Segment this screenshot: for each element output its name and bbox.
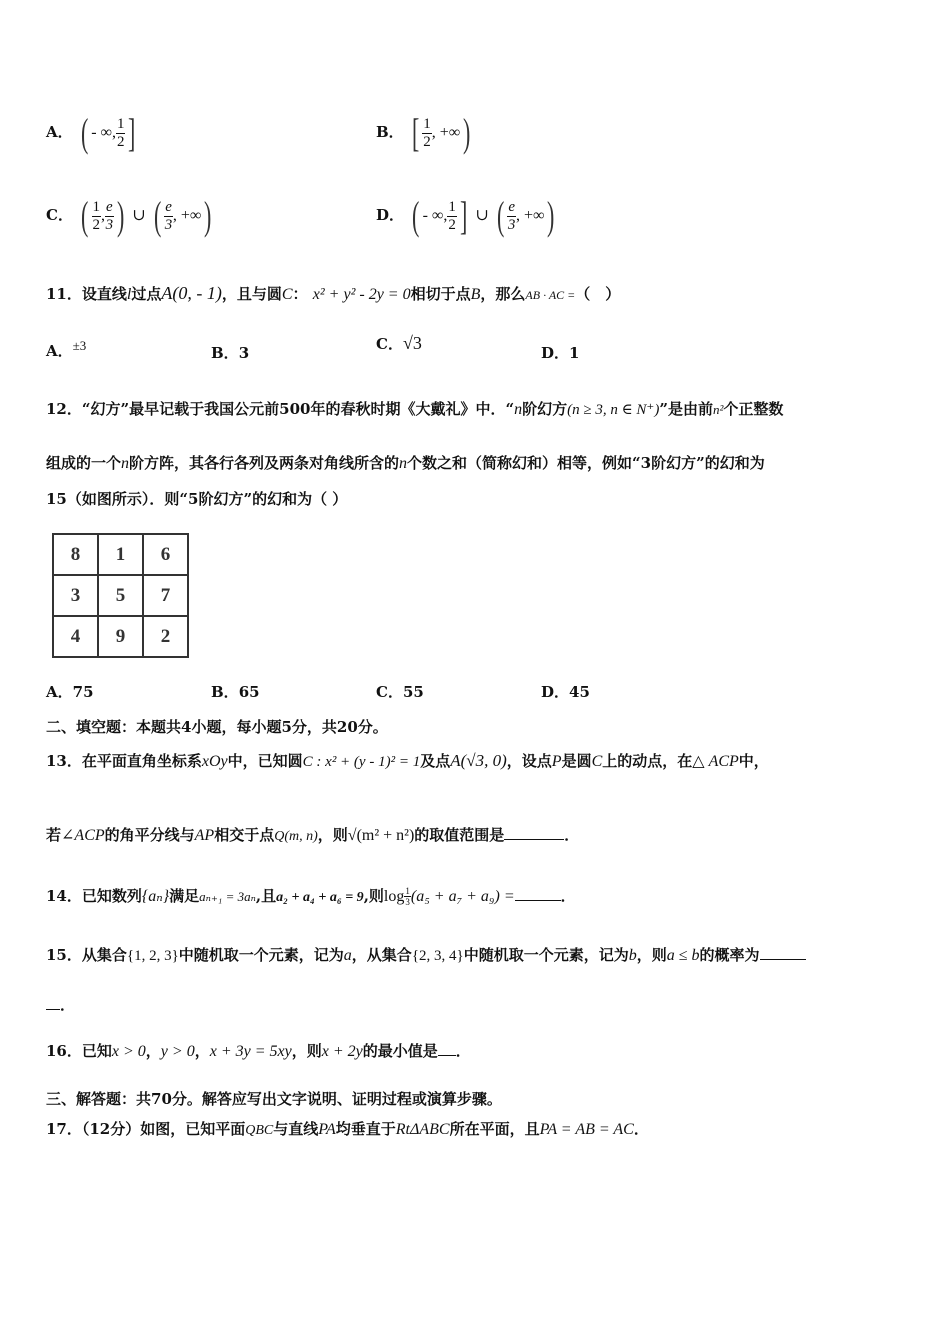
math: (n ≥ 3, n ∈ N⁺) — [567, 402, 660, 418]
option-c: C．√3 — [376, 333, 422, 353]
question-14: 14．已知数列{aₙ}满足aₙ₊₁ = 3aₙ,且a₂ + a₄ + a₆ = 9,则log $\frac{1}{3}$ (a₅ + a₇ + a₉) = ． — [46, 886, 576, 907]
question-11: 11．设直线l过点A(0, - 1)，且与圆C： x² + y² - 2y = 0相切于点B，那么AB · AC =（ ） — [46, 283, 621, 303]
question-15-cont: ． — [46, 994, 75, 1015]
question-12-line-2: 组成的一个n阶方阵，其各行各列及两条对角线所含的n个数之和（简称幻和）相等，例如“3阶幻方”的幻和为 — [46, 454, 765, 472]
option-d: D． ( - ∞, $\frac{1}{2}$ ] ∪ ( $\frac{e}{3}$ , +∞) — [376, 193, 555, 238]
math: , +∞ — [431, 124, 461, 141]
union: ∪ — [132, 207, 146, 224]
bracket: ] — [128, 110, 136, 155]
option-label: A． — [46, 123, 73, 141]
math: , +∞ — [516, 207, 545, 224]
square-cell: 6 — [143, 534, 188, 575]
fraction: $\frac{e}{3}$ — [164, 198, 173, 233]
fraction: $\frac{1}{2}$ — [423, 115, 431, 150]
paren: ) — [463, 110, 471, 155]
option-b: B．3 — [211, 344, 250, 362]
option-a — [46, 110, 139, 155]
option-label: C． — [46, 206, 73, 224]
option-b — [376, 110, 474, 155]
math: - ∞, — [91, 124, 116, 141]
option-d: D．1 — [541, 344, 580, 362]
math: A(√3, 0) — [450, 751, 507, 770]
option-c: C． ( $\frac{1}{2}$ , $\frac{e}{3}$ ) ∪ ( $\frac{e}{3}$ , +∞) — [46, 193, 212, 238]
option-label: D． — [376, 206, 405, 224]
option-label: B． — [376, 123, 404, 141]
question-12-line-3: 15（如图所示）．则“5阶幻方”的幻和为（ ） — [46, 490, 348, 508]
question-13-line-1: 13．在平面直角坐标系xOy中，已知圆C : x² + (y - 1)² = 1及点A(√3, 0)，设点P是圆C上的动点，在△ ACP中， — [46, 751, 769, 770]
paren: ( — [80, 110, 89, 155]
section-heading: 三、解答题：共70分。解答应写出文字说明、证明过程或演算步骤。 — [46, 1090, 502, 1108]
magic-square — [52, 533, 189, 658]
math: - ∞, — [422, 207, 448, 224]
square-cell: 4 — [53, 616, 98, 657]
section-heading: 二、填空题：本题共4小题，每小题5分，共20分。 — [46, 718, 388, 736]
square-cell: 3 — [53, 575, 98, 616]
option-c: C．55 — [376, 683, 424, 701]
vector-expr: AB · AC = — [525, 288, 576, 302]
fraction: $\frac{1}{2}$ — [116, 115, 125, 150]
question-13-line-2: 若∠ACP的角平分线与AP相交于点Q(m, n)，则√(m² + n²)的取值范围是 ． — [46, 826, 580, 844]
bracket: [ — [411, 110, 420, 155]
math: A(0, - 1) — [161, 283, 222, 303]
fraction: $\frac{1}{2}$ — [448, 198, 456, 233]
square-cell: 8 — [53, 534, 98, 575]
question-16: 16．已知x > 0，y > 0，x + 3y = 5xy，则x + 2y的最小值是 ． — [46, 1042, 471, 1060]
fraction: $\frac{e}{3}$ — [507, 198, 516, 233]
question-15: 15．从集合{1, 2, 3}中随机取一个元素，记为a，从集合{2, 3, 4}中随机取一个元素，记为b，则a ≤ b的概率为 — [46, 944, 806, 965]
question-12-line-1: 12．“幻方”最早记载于我国公元前500年的春秋时期《大戴礼》中．“n阶幻方(n ≥ 3, n ∈ N⁺)”是由前n²个正整数 — [46, 400, 784, 418]
square-cell: 1 — [98, 534, 143, 575]
answer-blank — [504, 825, 564, 840]
fraction: $\frac{1}{2}$ — [92, 198, 101, 233]
option-d: D．45 — [541, 683, 590, 701]
answer-blank — [760, 945, 806, 960]
math: , +∞ — [172, 207, 202, 224]
fraction: $\frac{e}{3}$ — [105, 198, 114, 233]
square-cell: 2 — [143, 616, 188, 657]
option-b: B．65 — [211, 683, 260, 701]
log-base: $\frac{1}{3}$ — [405, 886, 410, 907]
math: x² + y² - 2y = 0 — [312, 286, 411, 303]
option-a: A．75 — [46, 683, 94, 701]
answer-blank — [438, 1041, 456, 1056]
union: ∪ — [475, 207, 489, 224]
answer-blank — [515, 886, 561, 901]
answer-blank — [46, 995, 60, 1010]
question-17: 17．（12分）如图，已知平面QBC与直线PA均垂直于RtΔABC所在平面，且PA = AB = AC． — [46, 1120, 649, 1138]
square-cell: 9 — [98, 616, 143, 657]
square-cell: 7 — [143, 575, 188, 616]
math: √(m² + n²) — [347, 827, 415, 844]
math: C : x² + (y - 1)² = 1 — [302, 754, 421, 770]
option-a: A．±3 — [46, 338, 87, 360]
square-cell: 5 — [98, 575, 143, 616]
